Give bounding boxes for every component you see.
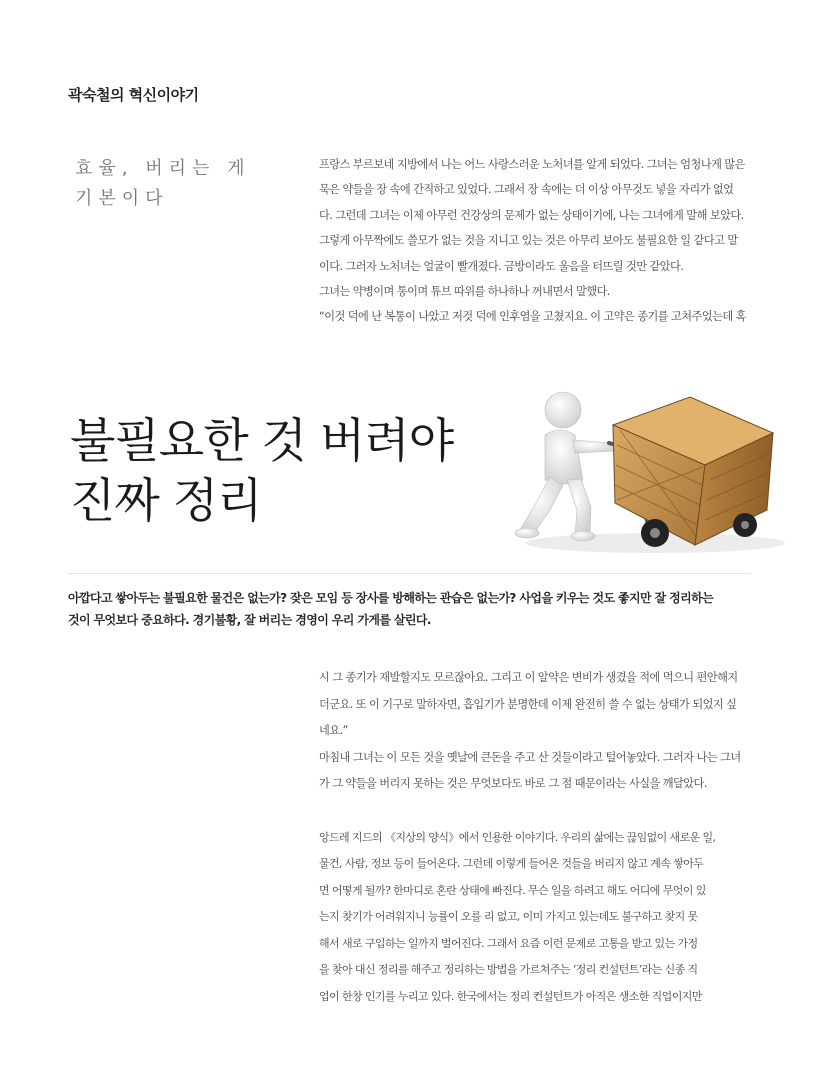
intro-line: “이것 덕에 난 복통이 나았고 저것 덕에 인후염을 고쳤지요. 이 고약은 종기를 고쳐주었는데 혹 [319,310,746,324]
lead-line: 아깝다고 쌓아두는 불필요한 물건은 없는가? 잦은 모임 등 장사를 방해하는 관습은 없는가? 사업을 키우는 것도 좋지만 잘 정리하는 [68,591,714,605]
headline [70,412,520,532]
series-title: 곽숙철의 혁신이야기 [68,86,199,104]
body-line: 마침내 그녀는 이 모든 것을 옛날에 큰돈을 주고 산 것들이라고 털어놓았다. 그러자 나는 그녀 [319,750,741,764]
body-line: 앙드레 지드의 《지상의 양식》에서 인용한 이야기다. 우리의 삶에는 끊임없이 새로운 일, [319,830,716,844]
body-line: 더군요. 또 이 기구로 말하자면, 흡입기가 분명한데 이제 완전히 쓸 수 없는 상태가 되었지 싶 [319,697,737,711]
body-line: 해서 새로 구입하는 일까지 벌어진다. 그래서 요즘 이런 문제로 고통을 받고 있는 가정 [319,936,698,950]
intro-line: 그녀는 약병이며 통이며 튜브 따위를 하나하나 꺼내면서 말했다. [319,285,610,299]
article-subtitle [75,154,255,214]
lead-line: 것이 무엇보다 중요하다. 경기불황, 잘 버리는 경영이 우리 가게를 살린다. [68,613,431,627]
lead-paragraph [68,587,756,631]
intro-line: 묵은 약들을 장 속에 간직하고 있었다. 그래서 장 속에는 더 이상 아무것도 넣을 자리가 없었 [319,183,734,197]
subtitle-line-1: 효율, 버리는 게 [75,158,251,179]
intro-line: 그렇게 아무짝에도 쓸모가 없는 것을 지니고 있는 것은 아무리 보아도 불필요한 일 같다고 말 [319,234,738,248]
hand-truck-illustration [505,385,795,560]
white-figure [515,392,615,541]
intro-paragraph [319,152,755,330]
body-line: 면 어떻게 될까? 한마디로 혼란 상태에 빠진다. 무슨 일을 하려고 해도 어디에 무엇이 있 [319,883,706,897]
body-line: 시 그 종기가 재발할지도 모르잖아요. 그리고 이 알약은 변비가 생겼을 적에 먹으니 편안해지 [319,671,738,684]
subtitle-line-2: 기본이다 [75,188,169,209]
headline-line-2: 진짜 정리 [70,474,262,529]
intro-line: 이다. 그러자 노처녀는 얼굴이 빨개졌다. 금방이라도 울음을 터뜨릴 것만 같았다. [319,259,684,273]
section-divider [68,573,750,574]
intro-line: 프랑스 부르보네 지방에서 나는 어느 사랑스러운 노처녀를 알게 되었다. 그녀는 엄청나게 많은 [319,158,745,171]
body-line: 네요.” [319,724,348,737]
intro-line: 다. 그런데 그녀는 이제 아무런 건강상의 문제가 없는 상태이기에, 나는 그녀에게 말해 보았다. [319,208,744,222]
body-line: 가 그 약들을 버리지 못하는 것은 무엇보다도 바로 그 점 때문이라는 사실을 깨달았다. [319,777,707,790]
body-line: 업이 한창 인기를 누리고 있다. 한국에서는 정리 컨설턴트가 아직은 생소한 직업이지만 [319,989,702,1003]
body-line: 물건, 사람, 정보 등이 들어온다. 그런데 이렇게 들어온 것들을 버리지 않고 계속 쌓아두 [319,857,704,870]
body-text [319,665,755,1010]
body-line: 는지 찾기가 어려워지니 능률이 오를 리 없고, 이미 가지고 있는데도 불구하고 찾지 못 [319,910,698,923]
body-line: 을 찾아 대신 정리를 해주고 정리하는 방법을 가르쳐주는 ‘정리 컨설턴트’라는 신종 직 [319,963,698,976]
headline-line-1: 불필요한 것 버려야 [70,414,454,469]
